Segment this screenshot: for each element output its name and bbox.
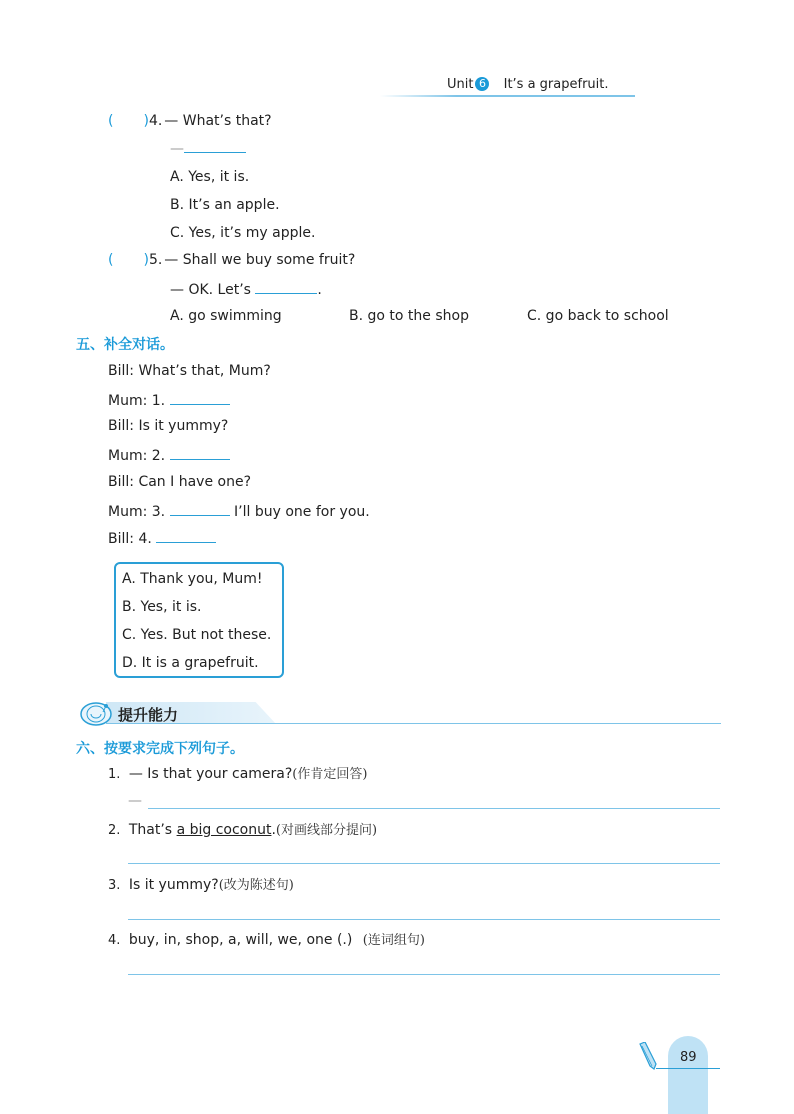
- mc-5-option-b: B. go to the shop: [349, 308, 469, 324]
- dialog-line-2: Mum: 1.: [108, 390, 230, 410]
- task-item-3: 3. Is it yummy?(改为陈述句): [108, 877, 294, 893]
- task-item-2: 2. That’s a big coconut.(对画线部分提问): [108, 822, 378, 838]
- dialog-option-b: B. Yes, it is.: [122, 599, 202, 615]
- answer-line-1[interactable]: [148, 808, 720, 809]
- mc-4-option-a: A. Yes, it is.: [170, 169, 250, 185]
- answer-blank[interactable]: [170, 501, 230, 516]
- mc-4-option-b: B. It’s an apple.: [170, 197, 280, 213]
- dialog-line-1: Bill: What’s that, Mum?: [108, 363, 271, 379]
- dialog-line-4: Mum: 2.: [108, 445, 230, 465]
- mc-4-answer-line: —: [170, 138, 246, 158]
- answer-blank[interactable]: [184, 138, 246, 153]
- snail-mascot-icon: [76, 698, 116, 728]
- task-item-1: 1. — Is that your camera?(作肯定回答): [108, 766, 368, 782]
- header-rule: [380, 95, 635, 97]
- dialog-line-6: Mum: 3. I’ll buy one for you.: [108, 501, 370, 521]
- banner-rule: [106, 723, 721, 724]
- section-5-title: 五、补全对话。: [76, 337, 174, 353]
- answer-blank[interactable]: [170, 445, 230, 460]
- dialog-line-7: Bill: 4.: [108, 528, 216, 548]
- page-number: 89: [680, 1050, 697, 1065]
- answer-line-4[interactable]: [128, 974, 720, 975]
- pencil-icon: [636, 1042, 658, 1070]
- task-item-4: 4. buy, in, shop, a, will, we, one (.) (连词组句): [108, 932, 425, 948]
- section-6-title: 六、按要求完成下列句子。: [76, 741, 244, 757]
- mc-5-option-a: A. go swimming: [170, 308, 282, 324]
- mc-question-4: ( )4. — What’s that?: [108, 113, 272, 129]
- mc-5-line2: — OK. Let’s .: [170, 279, 322, 299]
- footer-rule: [656, 1068, 720, 1069]
- dialog-line-3: Bill: Is it yummy?: [108, 418, 229, 434]
- dialog-option-c: C. Yes. But not these.: [122, 627, 272, 643]
- answer-blank[interactable]: [170, 390, 230, 405]
- unit-title: It’s a grapefruit.: [503, 77, 609, 92]
- answer-line-2[interactable]: [128, 863, 720, 864]
- dialog-line-5: Bill: Can I have one?: [108, 474, 251, 490]
- answer-blank[interactable]: [156, 528, 216, 543]
- running-header: [447, 76, 609, 94]
- dialog-option-d: D. It is a grapefruit.: [122, 655, 259, 671]
- unit-label: Unit: [447, 77, 474, 92]
- mc-4-option-c: C. Yes, it’s my apple.: [170, 225, 316, 241]
- answer-line-3[interactable]: [128, 919, 720, 920]
- task-1-dash: —: [128, 793, 142, 809]
- answer-blank[interactable]: [255, 279, 317, 294]
- section-banner: [76, 698, 721, 728]
- page-number-tab: [668, 1036, 708, 1114]
- mc-question-5: ( )5. — Shall we buy some fruit?: [108, 252, 356, 268]
- unit-number-badge: 6: [475, 77, 489, 91]
- banner-title: 提升能力: [118, 706, 179, 724]
- mc-5-option-c: C. go back to school: [527, 308, 669, 324]
- underlined-phrase: a big coconut: [176, 822, 272, 838]
- dialog-options-box: [114, 562, 284, 678]
- dialog-option-a: A. Thank you, Mum!: [122, 571, 263, 587]
